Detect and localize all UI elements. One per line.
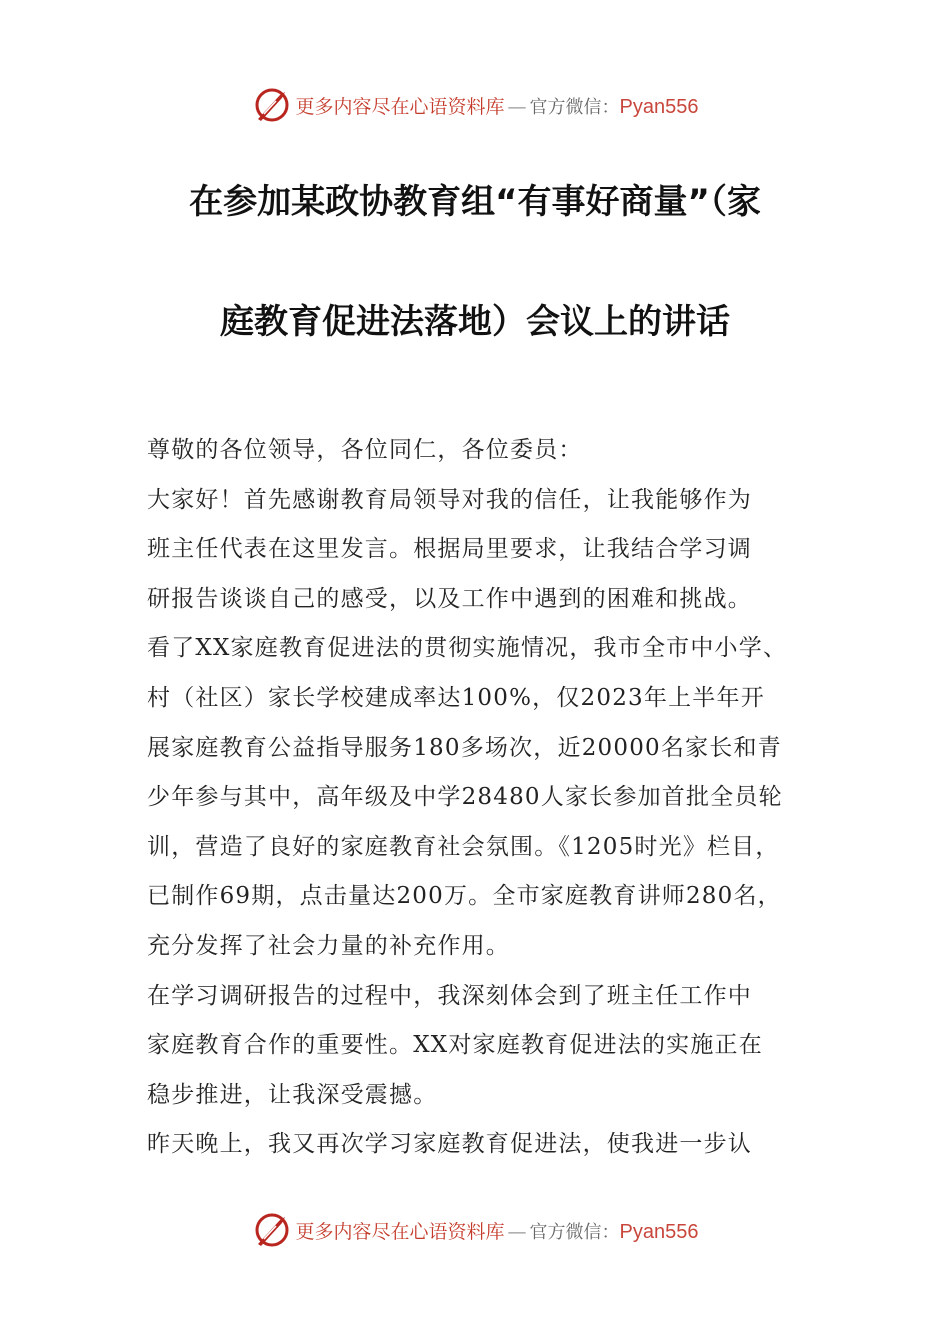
footer-banner: [0, 1205, 950, 1255]
body-line: 家庭教育合作的重要性。XX对家庭教育促进法的实施正在: [147, 1032, 763, 1059]
banner-dash: —: [507, 1220, 527, 1243]
banner-wechat-label: 官方微信：: [529, 1221, 620, 1243]
banner-text: [296, 1217, 699, 1244]
body-line: 展家庭教育公益指导服务180多场次，近20000名家长和青: [147, 734, 782, 761]
body-line: 充分发挥了社会力量的补充作用。: [147, 932, 510, 959]
body-line: 已制作69期，点击量达200万。全市家庭教育讲师280名，: [147, 883, 782, 910]
document-title-line-1: 在参加某政协教育组“有事好商量”（家: [189, 182, 761, 222]
body-line: 班主任代表在这里发言。根据局里要求，让我结合学习调: [147, 536, 752, 563]
document-body: [147, 426, 815, 1170]
banner-main-text: 更多内容尽在心语资料库: [295, 1220, 505, 1243]
banner-dash: —: [507, 95, 527, 118]
body-line: 村（社区）家长学校建成率达100%，仅2023年上半年开: [147, 684, 765, 711]
banner-wechat-id: Pyan556: [619, 1220, 699, 1243]
body-line: 看了XX家庭教育促进法的贯彻实施情况，我市全市中小学、: [147, 635, 788, 662]
body-line: 训，营造了良好的家庭教育社会氛围。《1205时光》栏目，: [147, 833, 780, 860]
quill-logo-icon: [252, 1210, 292, 1250]
body-line: 尊敬的各位领导，各位同仁，各位委员：: [147, 437, 583, 463]
banner-wechat-id: Pyan556: [619, 95, 699, 118]
header-banner: [0, 80, 950, 130]
banner-main-text: 更多内容尽在心语资料库: [295, 95, 505, 118]
body-line: 在学习调研报告的过程中，我深刻体会到了班主任工作中: [147, 982, 752, 1009]
document-title-line-2: 庭教育促进法落地）会议上的讲话: [220, 302, 730, 342]
body-line: 昨天晚上，我又再次学习家庭教育促进法，使我进一步认: [147, 1131, 752, 1158]
banner-wechat-label: 官方微信：: [529, 96, 620, 118]
body-line: 大家好！首先感谢教育局领导对我的信任，让我能够作为: [147, 486, 752, 513]
body-line: 稳步推进，让我深受震撼。: [147, 1081, 438, 1108]
body-line: 少年参与其中，高年级及中学28480人家长参加首批全员轮: [147, 784, 783, 811]
banner-text: [296, 92, 699, 119]
quill-logo-icon: [252, 85, 292, 125]
body-line: 研报告谈谈自己的感受，以及工作中遇到的困难和挑战。: [147, 585, 752, 612]
